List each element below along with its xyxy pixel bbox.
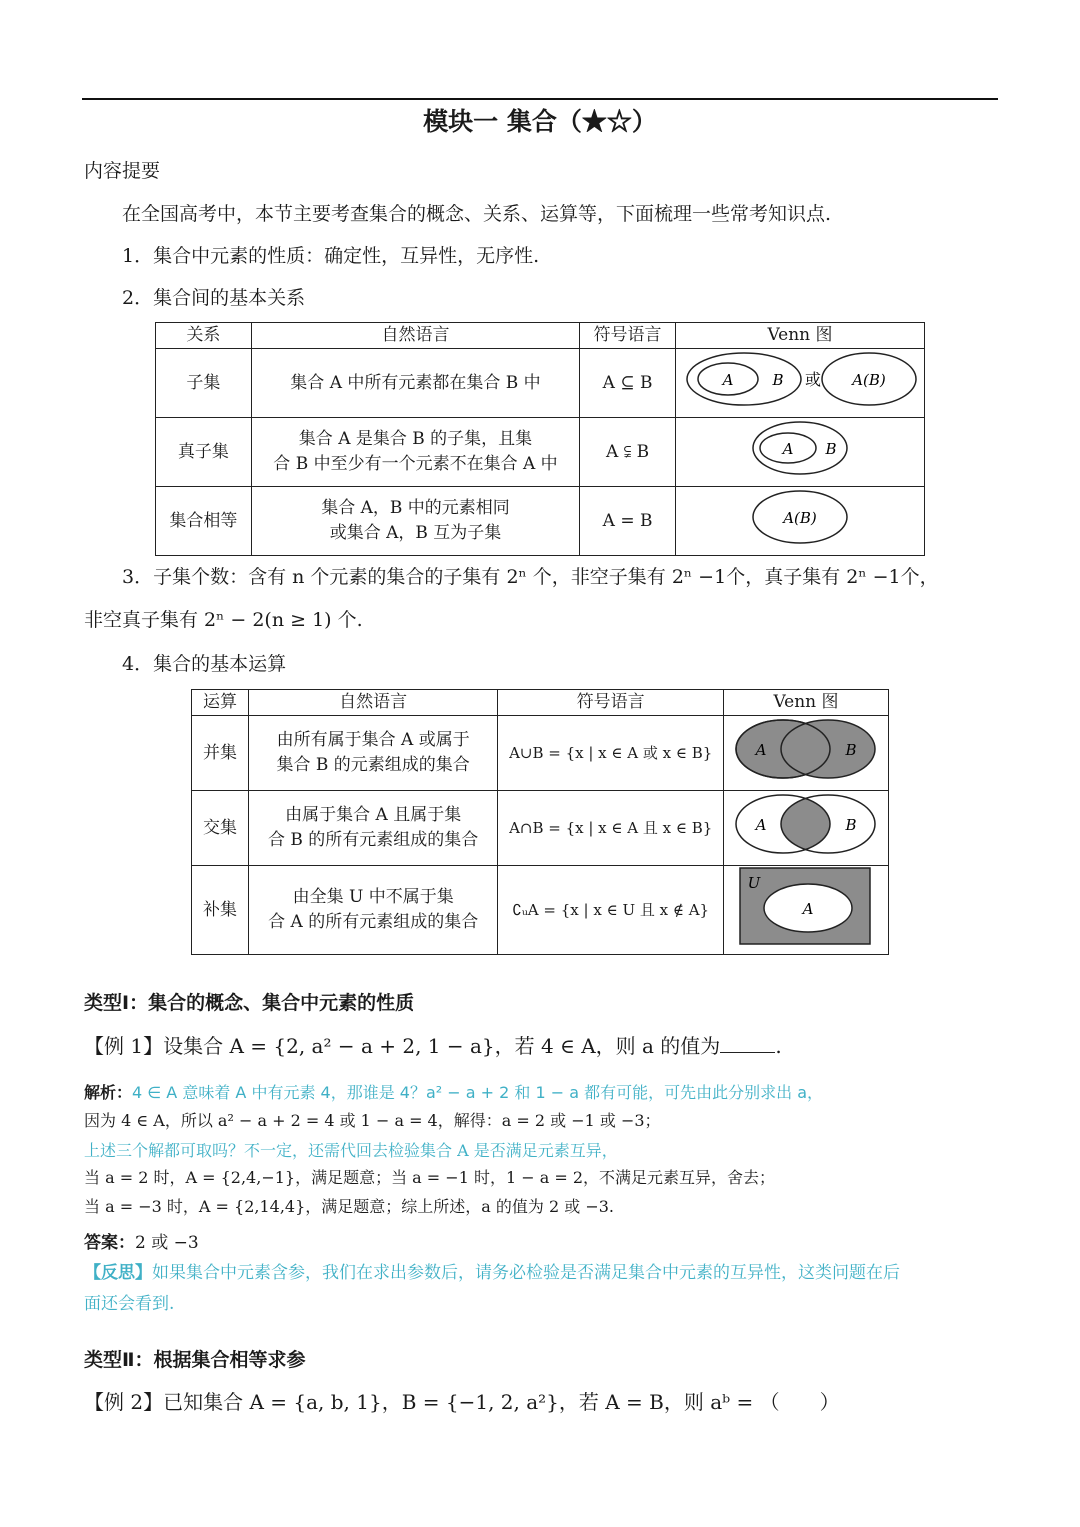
reflection-line-2: 面还会看到. <box>84 1294 175 1314</box>
natural-language-cell <box>251 349 579 418</box>
venn-cell <box>675 487 924 556</box>
proper-subset-venn <box>680 418 920 478</box>
symbol-cell: A∪B = {x | x ∈ A 或 x ∈ B} <box>498 716 724 791</box>
intro-text: 在全国高考中，本节主要考查集合的概念、关系、运算等，下面梳理一些常考知识点. <box>122 203 832 225</box>
nl-line: 集合 A 是集合 B 的子集，且集 <box>298 429 533 449</box>
solution-hint: 4 ∈ A 意味着 A 中有元素 4，那谁是 4？a² − a + 2 和 1 − a 都有可能，可先由此分别求出 a， <box>132 1083 824 1102</box>
nl-line: 合 B 中至少有一个元素不在集合 A 中 <box>273 454 558 474</box>
op-cell: 交集 <box>192 791 249 866</box>
venn-label-a: A <box>756 741 767 759</box>
union-venn <box>728 716 883 782</box>
venn-label-ab: A(B) <box>783 509 817 527</box>
nl-line: 集合 A，B 中的元素相同 <box>321 498 510 518</box>
page-title: 模块一 集合（★☆） <box>423 107 657 136</box>
complement-venn <box>728 866 883 946</box>
solution-line-3: 上述三个解都可取吗？不一定，还需代回去检验集合 A 是否满足元素互异， <box>84 1141 618 1160</box>
point-2: 2．集合间的基本关系 <box>122 287 306 309</box>
header-cell: Venn 图 <box>723 690 888 716</box>
venn-cell <box>723 791 888 866</box>
venn-label-a: A <box>782 440 794 458</box>
subset-venn <box>680 349 920 409</box>
example-end: . <box>775 1034 782 1058</box>
solution-label: 解析： <box>84 1083 133 1102</box>
venn-label-b: B <box>825 440 837 458</box>
op-cell: 补集 <box>192 866 249 955</box>
example-label: 【例 2】 <box>84 1390 164 1414</box>
op-cell: 并集 <box>192 716 249 791</box>
header-cell: 自然语言 <box>251 323 579 349</box>
venn-cell <box>675 349 924 418</box>
venn-label-a: A <box>803 900 814 918</box>
venn-label-u: U <box>748 874 761 892</box>
venn-cell <box>723 866 888 955</box>
point-1: 1．集合中元素的性质：确定性，互异性，无序性. <box>122 245 540 267</box>
venn-or: 或 <box>804 370 821 389</box>
nl-line: 由全集 U 中不属于集 <box>292 887 454 907</box>
point-4: 4．集合的基本运算 <box>122 653 287 675</box>
symbol-cell: ∁ᵤA = {x | x ∈ U 且 x ∉ A} <box>498 866 724 955</box>
venn-label-ab: A(B) <box>852 371 886 389</box>
example-1 <box>84 1030 782 1059</box>
symbol-cell: A ⫋ B <box>580 418 676 487</box>
example-text: 设集合 A = {2, a² − a + 2, 1 − a}，若 4 ∈ A，则 a 的值为 <box>163 1034 721 1058</box>
nl-line: 由所有属于集合 A 或属于 <box>276 730 470 750</box>
equal-sets-venn <box>680 487 920 547</box>
natural-language-cell <box>248 716 497 791</box>
symbol-cell: A = B <box>580 487 676 556</box>
point-3-line-2: 非空真子集有 2ⁿ − 2(n ≥ 1) 个. <box>84 609 363 631</box>
relations-table <box>155 322 925 556</box>
natural-language-cell <box>248 791 497 866</box>
reflection-text: 如果集合中元素含参，我们在求出参数后，请务必检验是否满足集合中元素的互异性，这类问题在后 <box>152 1263 900 1283</box>
answer-1 <box>84 1228 199 1253</box>
nl-line: 或集合 A，B 互为子集 <box>329 523 502 543</box>
venn-label-b: B <box>845 816 857 834</box>
relation-cell: 真子集 <box>156 418 252 487</box>
type-1-heading: 类型Ⅰ：集合的概念、集合中元素的性质 <box>84 992 415 1014</box>
relation-cell: 集合相等 <box>156 487 252 556</box>
type-2-heading: 类型Ⅱ：根据集合相等求参 <box>84 1349 306 1371</box>
nl-line: 由属于集合 A 且属于集 <box>285 805 462 825</box>
header-cell: 关系 <box>156 323 252 349</box>
relation-cell: 子集 <box>156 349 252 418</box>
solution-line-4: 当 a = 2 时，A = {2,4,−1}，满足题意；当 a = −1 时，1 − a = 2，不满足元素互异，舍去； <box>84 1168 776 1187</box>
natural-language-cell <box>251 487 579 556</box>
intersection-venn <box>728 791 883 857</box>
venn-label-a: A <box>722 371 734 389</box>
natural-language-cell <box>248 866 497 955</box>
natural-language-cell <box>251 418 579 487</box>
answer-label: 答案： <box>84 1233 135 1253</box>
venn-label-b: B <box>772 371 784 389</box>
nl-line: 集合 A 中所有元素都在集合 B 中 <box>290 372 541 393</box>
venn-label-a: A <box>756 816 767 834</box>
header-cell: 运算 <box>192 690 249 716</box>
example-2 <box>84 1386 840 1415</box>
header-cell: 自然语言 <box>248 690 497 716</box>
venn-label-b: B <box>845 741 857 759</box>
header-cell: Venn 图 <box>675 323 924 349</box>
solution-line-1 <box>84 1080 823 1103</box>
point-3-line-1: 3．子集个数：含有 n 个元素的集合的子集有 2ⁿ 个，非空子集有 2ⁿ −1个，真子集有 2ⁿ −1个， <box>122 566 939 588</box>
example-text: 已知集合 A = {a, b, 1}，B = {−1, 2, a²}，若 A = B，则 aᵇ = （ ） <box>163 1390 840 1414</box>
solution-line-5: 当 a = −3 时，A = {2,14,4}，满足题意；综上所述，a 的值为 2 或 −3. <box>84 1197 614 1216</box>
operations-table <box>191 689 889 955</box>
answer-blank <box>720 1034 775 1053</box>
reflection-label: 【反思】 <box>84 1263 152 1283</box>
header-cell: 符号语言 <box>580 323 676 349</box>
venn-cell <box>675 418 924 487</box>
solution-line-2: 因为 4 ∈ A，所以 a² − a + 2 = 4 或 1 − a = 4，解得：a = 2 或 −1 或 −3； <box>84 1111 661 1130</box>
header-cell: 符号语言 <box>498 690 724 716</box>
section-summary: 内容提要 <box>84 160 161 182</box>
nl-line: 合 B 的所有元素组成的集合 <box>268 830 479 850</box>
reflection-line-1 <box>84 1258 900 1283</box>
venn-cell <box>723 716 888 791</box>
symbol-cell: A∩B = {x | x ∈ A 且 x ∈ B} <box>498 791 724 866</box>
top-rule <box>82 98 998 100</box>
symbol-cell: A ⊆ B <box>580 349 676 418</box>
nl-line: 集合 B 的元素组成的集合 <box>276 755 470 775</box>
answer-value: 2 或 −3 <box>135 1233 199 1253</box>
example-label: 【例 1】 <box>84 1034 164 1058</box>
nl-line: 合 A 的所有元素组成的集合 <box>268 912 479 932</box>
